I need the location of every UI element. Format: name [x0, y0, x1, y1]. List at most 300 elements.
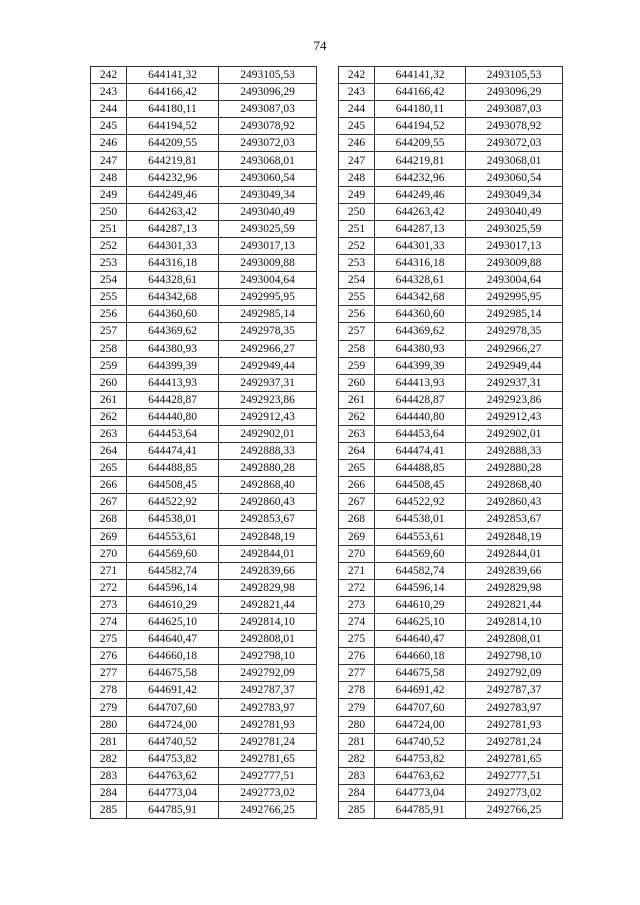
table-row	[91, 460, 317, 477]
coordinates-table-left	[90, 66, 317, 819]
point-number-cell: 283	[339, 767, 375, 784]
point-number-cell: 275	[91, 631, 127, 648]
table-row	[91, 203, 317, 220]
table-row	[91, 477, 317, 494]
table-row	[339, 614, 563, 631]
table-row	[91, 596, 317, 613]
point-number-cell: 257	[91, 323, 127, 340]
y-coordinate-cell: 2492937,31	[219, 374, 317, 391]
point-number-cell: 243	[339, 84, 375, 101]
x-coordinate-cell: 644640,47	[375, 631, 466, 648]
x-coordinate-cell: 644219,81	[375, 152, 466, 169]
x-coordinate-cell: 644369,62	[127, 323, 219, 340]
table-row	[91, 118, 317, 135]
x-coordinate-cell: 644675,58	[127, 665, 219, 682]
x-coordinate-cell: 644440,80	[375, 408, 466, 425]
point-number-cell: 260	[339, 374, 375, 391]
table-row	[91, 67, 317, 84]
x-coordinate-cell: 644508,45	[375, 477, 466, 494]
table-row	[339, 152, 563, 169]
y-coordinate-cell: 2492787,37	[219, 682, 317, 699]
point-number-cell: 279	[339, 699, 375, 716]
y-coordinate-cell: 2493017,13	[466, 237, 563, 254]
y-coordinate-cell: 2493060,54	[219, 169, 317, 186]
x-coordinate-cell: 644194,52	[375, 118, 466, 135]
x-coordinate-cell: 644569,60	[127, 545, 219, 562]
x-coordinate-cell: 644785,91	[375, 802, 466, 819]
x-coordinate-cell: 644453,64	[375, 425, 466, 442]
y-coordinate-cell: 2493105,53	[466, 67, 563, 84]
x-coordinate-cell: 644399,39	[127, 357, 219, 374]
x-coordinate-cell: 644209,55	[375, 135, 466, 152]
x-coordinate-cell: 644569,60	[375, 545, 466, 562]
point-number-cell: 253	[339, 255, 375, 272]
table-row	[91, 169, 317, 186]
x-coordinate-cell: 644453,64	[127, 425, 219, 442]
x-coordinate-cell: 644316,18	[127, 255, 219, 272]
point-number-cell: 266	[339, 477, 375, 494]
y-coordinate-cell: 2492766,25	[219, 802, 317, 819]
x-coordinate-cell: 644508,45	[127, 477, 219, 494]
table-row	[91, 802, 317, 819]
x-coordinate-cell: 644399,39	[375, 357, 466, 374]
point-number-cell: 247	[339, 152, 375, 169]
y-coordinate-cell: 2492868,40	[466, 477, 563, 494]
table-row	[339, 220, 563, 237]
y-coordinate-cell: 2492781,93	[466, 716, 563, 733]
y-coordinate-cell: 2492783,97	[466, 699, 563, 716]
x-coordinate-cell: 644773,04	[375, 784, 466, 801]
x-coordinate-cell: 644660,18	[375, 648, 466, 665]
table-row	[91, 562, 317, 579]
table-row	[91, 767, 317, 784]
y-coordinate-cell: 2492814,10	[219, 614, 317, 631]
y-coordinate-cell: 2492888,33	[466, 443, 563, 460]
point-number-cell: 252	[339, 237, 375, 254]
x-coordinate-cell: 644785,91	[127, 802, 219, 819]
table-row	[91, 272, 317, 289]
point-number-cell: 262	[339, 408, 375, 425]
y-coordinate-cell: 2493049,34	[219, 186, 317, 203]
y-coordinate-cell: 2492902,01	[466, 425, 563, 442]
x-coordinate-cell: 644763,62	[375, 767, 466, 784]
table-row	[339, 408, 563, 425]
table-row	[339, 750, 563, 767]
y-coordinate-cell: 2493040,49	[219, 203, 317, 220]
table-row	[339, 596, 563, 613]
x-coordinate-cell: 644428,87	[127, 391, 219, 408]
point-number-cell: 242	[339, 67, 375, 84]
y-coordinate-cell: 2492808,01	[219, 631, 317, 648]
point-number-cell: 273	[339, 596, 375, 613]
point-number-cell: 255	[91, 289, 127, 306]
table-row	[339, 648, 563, 665]
point-number-cell: 282	[339, 750, 375, 767]
point-number-cell: 285	[91, 802, 127, 819]
table-row	[91, 357, 317, 374]
x-coordinate-cell: 644610,29	[127, 596, 219, 613]
x-coordinate-cell: 644413,93	[375, 374, 466, 391]
table-row	[91, 186, 317, 203]
x-coordinate-cell: 644249,46	[127, 186, 219, 203]
table-row	[339, 374, 563, 391]
table-row	[91, 733, 317, 750]
y-coordinate-cell: 2492814,10	[466, 614, 563, 631]
x-coordinate-cell: 644691,42	[375, 682, 466, 699]
table-row	[339, 562, 563, 579]
table-row	[91, 101, 317, 118]
table-row	[339, 186, 563, 203]
y-coordinate-cell: 2492937,31	[466, 374, 563, 391]
x-coordinate-cell: 644194,52	[127, 118, 219, 135]
x-coordinate-cell: 644180,11	[375, 101, 466, 118]
table-row	[91, 306, 317, 323]
y-coordinate-cell: 2493096,29	[466, 84, 563, 101]
x-coordinate-cell: 644141,32	[127, 67, 219, 84]
y-coordinate-cell: 2493072,03	[219, 135, 317, 152]
point-number-cell: 264	[91, 443, 127, 460]
y-coordinate-cell: 2493068,01	[219, 152, 317, 169]
point-number-cell: 280	[91, 716, 127, 733]
point-number-cell: 271	[339, 562, 375, 579]
table-row	[91, 716, 317, 733]
table-row	[91, 528, 317, 545]
point-number-cell: 284	[91, 784, 127, 801]
y-coordinate-cell: 2492844,01	[466, 545, 563, 562]
table-row	[339, 631, 563, 648]
point-number-cell: 281	[339, 733, 375, 750]
x-coordinate-cell: 644360,60	[375, 306, 466, 323]
point-number-cell: 263	[339, 425, 375, 442]
point-number-cell: 277	[339, 665, 375, 682]
table-row	[339, 802, 563, 819]
table-row	[91, 374, 317, 391]
point-number-cell: 283	[91, 767, 127, 784]
x-coordinate-cell: 644740,52	[127, 733, 219, 750]
point-number-cell: 275	[339, 631, 375, 648]
table-row	[339, 101, 563, 118]
table-row	[339, 272, 563, 289]
y-coordinate-cell: 2492848,19	[219, 528, 317, 545]
y-coordinate-cell: 2492860,43	[466, 494, 563, 511]
point-number-cell: 268	[339, 511, 375, 528]
x-coordinate-cell: 644522,92	[375, 494, 466, 511]
y-coordinate-cell: 2492912,43	[466, 408, 563, 425]
point-number-cell: 285	[339, 802, 375, 819]
x-coordinate-cell: 644553,61	[127, 528, 219, 545]
y-coordinate-cell: 2492853,67	[466, 511, 563, 528]
point-number-cell: 263	[91, 425, 127, 442]
y-coordinate-cell: 2492888,33	[219, 443, 317, 460]
x-coordinate-cell: 644640,47	[127, 631, 219, 648]
point-number-cell: 270	[339, 545, 375, 562]
point-number-cell: 261	[339, 391, 375, 408]
table-row	[339, 391, 563, 408]
table-row	[91, 784, 317, 801]
y-coordinate-cell: 2493049,34	[466, 186, 563, 203]
y-coordinate-cell: 2493078,92	[466, 118, 563, 135]
y-coordinate-cell: 2492781,24	[466, 733, 563, 750]
point-number-cell: 270	[91, 545, 127, 562]
point-number-cell: 250	[91, 203, 127, 220]
table-row	[339, 784, 563, 801]
table-row	[339, 733, 563, 750]
x-coordinate-cell: 644232,96	[127, 169, 219, 186]
y-coordinate-cell: 2492792,09	[466, 665, 563, 682]
table-row	[339, 511, 563, 528]
point-number-cell: 274	[339, 614, 375, 631]
y-coordinate-cell: 2492978,35	[466, 323, 563, 340]
x-coordinate-cell: 644316,18	[375, 255, 466, 272]
table-row	[91, 545, 317, 562]
x-coordinate-cell: 644582,74	[375, 562, 466, 579]
point-number-cell: 262	[91, 408, 127, 425]
point-number-cell: 276	[339, 648, 375, 665]
table-row	[339, 340, 563, 357]
point-number-cell: 245	[339, 118, 375, 135]
y-coordinate-cell: 2492949,44	[219, 357, 317, 374]
table-row	[91, 631, 317, 648]
point-number-cell: 284	[339, 784, 375, 801]
table-row	[339, 579, 563, 596]
table-row	[91, 494, 317, 511]
table-row	[339, 237, 563, 254]
point-number-cell: 281	[91, 733, 127, 750]
x-coordinate-cell: 644166,42	[375, 84, 466, 101]
y-coordinate-cell: 2492912,43	[219, 408, 317, 425]
table-row	[339, 203, 563, 220]
table-row	[91, 323, 317, 340]
y-coordinate-cell: 2493025,59	[219, 220, 317, 237]
point-number-cell: 245	[91, 118, 127, 135]
y-coordinate-cell: 2493060,54	[466, 169, 563, 186]
table-row	[339, 545, 563, 562]
y-coordinate-cell: 2492829,98	[219, 579, 317, 596]
y-coordinate-cell: 2492880,28	[219, 460, 317, 477]
point-number-cell: 277	[91, 665, 127, 682]
y-coordinate-cell: 2493087,03	[466, 101, 563, 118]
point-number-cell: 258	[91, 340, 127, 357]
x-coordinate-cell: 644740,52	[375, 733, 466, 750]
x-coordinate-cell: 644707,60	[375, 699, 466, 716]
point-number-cell: 267	[339, 494, 375, 511]
table-row	[91, 511, 317, 528]
x-coordinate-cell: 644263,42	[375, 203, 466, 220]
x-coordinate-cell: 644301,33	[127, 237, 219, 254]
x-coordinate-cell: 644488,85	[375, 460, 466, 477]
point-number-cell: 249	[339, 186, 375, 203]
x-coordinate-cell: 644342,68	[127, 289, 219, 306]
x-coordinate-cell: 644675,58	[375, 665, 466, 682]
table-row	[91, 425, 317, 442]
table-row	[91, 340, 317, 357]
y-coordinate-cell: 2492773,02	[219, 784, 317, 801]
table-row	[91, 699, 317, 716]
x-coordinate-cell: 644596,14	[127, 579, 219, 596]
table-row	[91, 152, 317, 169]
x-coordinate-cell: 644440,80	[127, 408, 219, 425]
table-row	[339, 135, 563, 152]
x-coordinate-cell: 644263,42	[127, 203, 219, 220]
x-coordinate-cell: 644232,96	[375, 169, 466, 186]
y-coordinate-cell: 2492821,44	[219, 596, 317, 613]
x-coordinate-cell: 644360,60	[127, 306, 219, 323]
y-coordinate-cell: 2492923,86	[466, 391, 563, 408]
x-coordinate-cell: 644141,32	[375, 67, 466, 84]
y-coordinate-cell: 2492923,86	[219, 391, 317, 408]
y-coordinate-cell: 2493009,88	[219, 255, 317, 272]
table-row	[91, 648, 317, 665]
table-row	[91, 255, 317, 272]
y-coordinate-cell: 2492868,40	[219, 477, 317, 494]
point-number-cell: 242	[91, 67, 127, 84]
point-number-cell: 272	[339, 579, 375, 596]
y-coordinate-cell: 2493004,64	[219, 272, 317, 289]
table-row	[91, 579, 317, 596]
x-coordinate-cell: 644660,18	[127, 648, 219, 665]
x-coordinate-cell: 644180,11	[127, 101, 219, 118]
x-coordinate-cell: 644707,60	[127, 699, 219, 716]
table-row	[91, 682, 317, 699]
y-coordinate-cell: 2492848,19	[466, 528, 563, 545]
y-coordinate-cell: 2492781,93	[219, 716, 317, 733]
y-coordinate-cell: 2492781,65	[219, 750, 317, 767]
table-row	[339, 306, 563, 323]
y-coordinate-cell: 2492978,35	[219, 323, 317, 340]
x-coordinate-cell: 644474,41	[375, 443, 466, 460]
x-coordinate-cell: 644413,93	[127, 374, 219, 391]
y-coordinate-cell: 2493072,03	[466, 135, 563, 152]
coordinates-table-left-body	[91, 67, 317, 819]
y-coordinate-cell: 2492902,01	[219, 425, 317, 442]
table-row	[339, 323, 563, 340]
point-number-cell: 261	[91, 391, 127, 408]
x-coordinate-cell: 644209,55	[127, 135, 219, 152]
point-number-cell: 259	[339, 357, 375, 374]
table-row	[339, 169, 563, 186]
x-coordinate-cell: 644369,62	[375, 323, 466, 340]
table-row	[339, 118, 563, 135]
x-coordinate-cell: 644553,61	[375, 528, 466, 545]
y-coordinate-cell: 2492792,09	[219, 665, 317, 682]
y-coordinate-cell: 2492781,65	[466, 750, 563, 767]
y-coordinate-cell: 2493017,13	[219, 237, 317, 254]
x-coordinate-cell: 644753,82	[375, 750, 466, 767]
point-number-cell: 249	[91, 186, 127, 203]
point-number-cell: 272	[91, 579, 127, 596]
y-coordinate-cell: 2492985,14	[219, 306, 317, 323]
y-coordinate-cell: 2493078,92	[219, 118, 317, 135]
point-number-cell: 271	[91, 562, 127, 579]
y-coordinate-cell: 2493009,88	[466, 255, 563, 272]
point-number-cell: 248	[339, 169, 375, 186]
y-coordinate-cell: 2492787,37	[466, 682, 563, 699]
y-coordinate-cell: 2493087,03	[219, 101, 317, 118]
table-row	[91, 237, 317, 254]
x-coordinate-cell: 644380,93	[127, 340, 219, 357]
y-coordinate-cell: 2492798,10	[466, 648, 563, 665]
y-coordinate-cell: 2492777,51	[466, 767, 563, 784]
y-coordinate-cell: 2492985,14	[466, 306, 563, 323]
point-number-cell: 247	[91, 152, 127, 169]
y-coordinate-cell: 2492844,01	[219, 545, 317, 562]
point-number-cell: 282	[91, 750, 127, 767]
y-coordinate-cell: 2492821,44	[466, 596, 563, 613]
x-coordinate-cell: 644301,33	[375, 237, 466, 254]
point-number-cell: 250	[339, 203, 375, 220]
table-row	[91, 289, 317, 306]
x-coordinate-cell: 644625,10	[375, 614, 466, 631]
x-coordinate-cell: 644610,29	[375, 596, 466, 613]
x-coordinate-cell: 644773,04	[127, 784, 219, 801]
y-coordinate-cell: 2492995,95	[466, 289, 563, 306]
x-coordinate-cell: 644488,85	[127, 460, 219, 477]
point-number-cell: 246	[339, 135, 375, 152]
table-row	[339, 682, 563, 699]
y-coordinate-cell: 2492853,67	[219, 511, 317, 528]
point-number-cell: 252	[91, 237, 127, 254]
x-coordinate-cell: 644522,92	[127, 494, 219, 511]
x-coordinate-cell: 644691,42	[127, 682, 219, 699]
point-number-cell: 260	[91, 374, 127, 391]
table-row	[91, 408, 317, 425]
x-coordinate-cell: 644249,46	[375, 186, 466, 203]
point-number-cell: 244	[91, 101, 127, 118]
x-coordinate-cell: 644538,01	[127, 511, 219, 528]
x-coordinate-cell: 644342,68	[375, 289, 466, 306]
table-row	[339, 67, 563, 84]
table-row	[339, 477, 563, 494]
y-coordinate-cell: 2493068,01	[466, 152, 563, 169]
y-coordinate-cell: 2492995,95	[219, 289, 317, 306]
point-number-cell: 268	[91, 511, 127, 528]
table-row	[91, 220, 317, 237]
x-coordinate-cell: 644538,01	[375, 511, 466, 528]
point-number-cell: 254	[339, 272, 375, 289]
x-coordinate-cell: 644219,81	[127, 152, 219, 169]
x-coordinate-cell: 644596,14	[375, 579, 466, 596]
table-row	[339, 460, 563, 477]
point-number-cell: 280	[339, 716, 375, 733]
point-number-cell: 273	[91, 596, 127, 613]
table-row	[91, 665, 317, 682]
point-number-cell: 259	[91, 357, 127, 374]
x-coordinate-cell: 644763,62	[127, 767, 219, 784]
point-number-cell: 246	[91, 135, 127, 152]
table-row	[339, 443, 563, 460]
table-row	[339, 528, 563, 545]
x-coordinate-cell: 644582,74	[127, 562, 219, 579]
table-row	[91, 84, 317, 101]
y-coordinate-cell: 2493105,53	[219, 67, 317, 84]
table-row	[339, 289, 563, 306]
point-number-cell: 269	[91, 528, 127, 545]
point-number-cell: 278	[339, 682, 375, 699]
x-coordinate-cell: 644380,93	[375, 340, 466, 357]
table-row	[91, 614, 317, 631]
x-coordinate-cell: 644625,10	[127, 614, 219, 631]
point-number-cell: 251	[339, 220, 375, 237]
x-coordinate-cell: 644328,61	[127, 272, 219, 289]
point-number-cell: 258	[339, 340, 375, 357]
point-number-cell: 269	[339, 528, 375, 545]
y-coordinate-cell: 2492880,28	[466, 460, 563, 477]
y-coordinate-cell: 2492966,27	[466, 340, 563, 357]
y-coordinate-cell: 2492781,24	[219, 733, 317, 750]
x-coordinate-cell: 644428,87	[375, 391, 466, 408]
table-row	[339, 699, 563, 716]
x-coordinate-cell: 644474,41	[127, 443, 219, 460]
